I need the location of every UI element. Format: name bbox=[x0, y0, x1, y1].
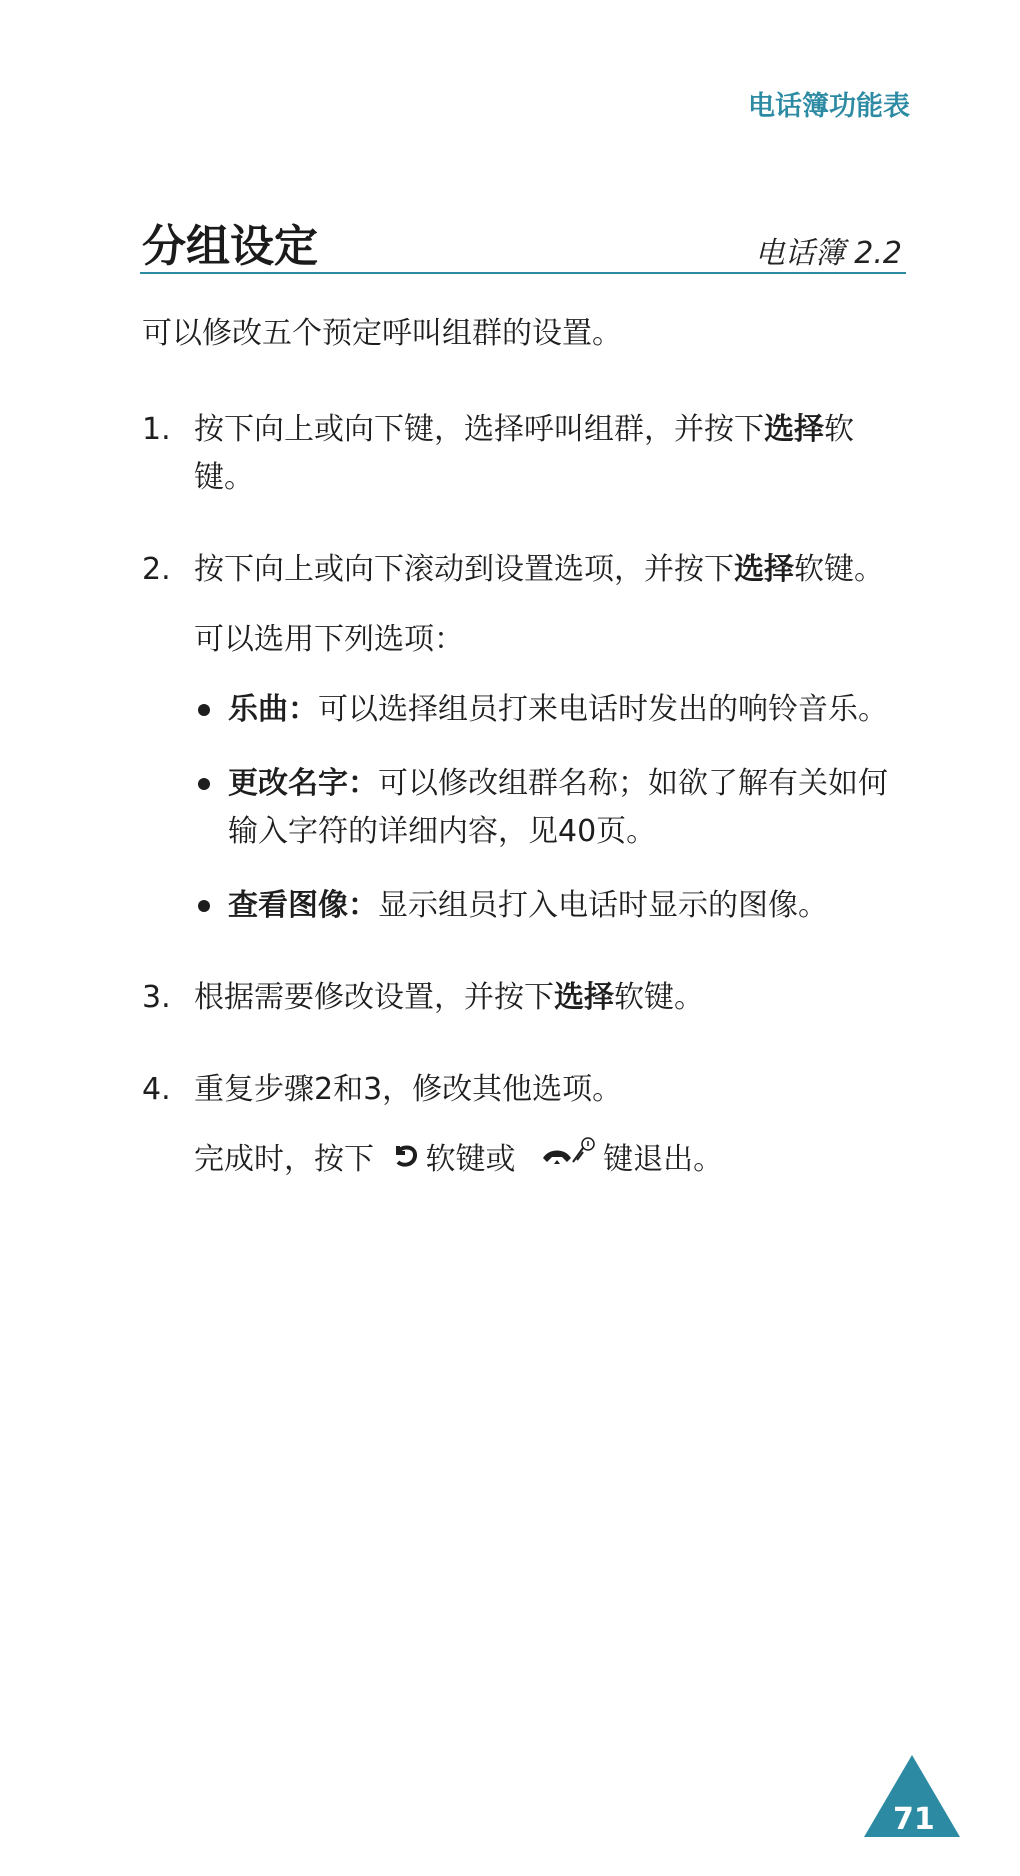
step-text-end: 软键。 bbox=[194, 412, 854, 495]
step-1 bbox=[142, 406, 912, 502]
option-separator: ： bbox=[348, 766, 378, 801]
main-content bbox=[142, 310, 912, 1229]
step-text-end: 软键。 bbox=[794, 552, 884, 587]
option-separator: ： bbox=[348, 888, 378, 923]
finish-text: 完成时，按下 bbox=[194, 1142, 374, 1177]
option-description: 可以选择组员打来电话时发出的响铃音乐。 bbox=[318, 692, 888, 727]
option-label: 查看图像 bbox=[228, 888, 348, 923]
step-text: 按下向上或向下键，选择呼叫组群，并按下 bbox=[194, 412, 764, 447]
finish-text-middle: 软键或 bbox=[425, 1142, 516, 1177]
options-intro: 可以选用下列选项： bbox=[194, 622, 464, 657]
option-item bbox=[194, 686, 912, 734]
step-4 bbox=[142, 1066, 912, 1185]
step-number: 2. bbox=[142, 552, 171, 587]
menu-reference: 电话簿 2.2 bbox=[754, 236, 902, 271]
step-number: 1. bbox=[142, 412, 171, 447]
option-description: 显示组员打入电话时显示的图像。 bbox=[378, 888, 828, 923]
step-number: 3. bbox=[142, 980, 171, 1015]
step-text-end: 软键。 bbox=[614, 980, 704, 1015]
step-text: 重复步骤2和3，修改其他选项。 bbox=[194, 1072, 623, 1107]
step-bold-label: 选择 bbox=[554, 980, 614, 1015]
option-description: 可以修改组群名称；如欲了解有关如何输入字符的详细内容，见40页。 bbox=[228, 766, 888, 849]
page-title: 分组设定 bbox=[142, 221, 318, 272]
option-separator: ： bbox=[288, 692, 318, 727]
step-text: 根据需要修改设置，并按下 bbox=[194, 980, 554, 1015]
page-number: 71 bbox=[893, 1802, 935, 1837]
option-label: 更改名字 bbox=[228, 766, 348, 801]
option-label: 乐曲 bbox=[228, 692, 288, 727]
back-arrow-icon bbox=[390, 1137, 420, 1185]
intro-text: 可以修改五个预定呼叫组群的设置。 bbox=[142, 316, 622, 351]
step-number: 4. bbox=[142, 1072, 171, 1107]
option-item bbox=[194, 882, 912, 930]
end-call-icon bbox=[539, 1136, 595, 1185]
step-2 bbox=[142, 546, 912, 930]
section-header: 电话簿功能表 bbox=[748, 91, 910, 122]
step-bold-label: 选择 bbox=[764, 412, 824, 447]
title-divider bbox=[140, 272, 906, 274]
step-bold-label: 选择 bbox=[734, 552, 794, 587]
step-3 bbox=[142, 974, 912, 1022]
option-item bbox=[194, 760, 912, 856]
bullet-icon bbox=[198, 704, 210, 716]
finish-text-end: 键退出。 bbox=[603, 1142, 724, 1177]
finish-instruction bbox=[194, 1136, 912, 1185]
step-text: 按下向上或向下滚动到设置选项，并按下 bbox=[194, 552, 734, 587]
bullet-icon bbox=[198, 778, 210, 790]
bullet-icon bbox=[198, 900, 210, 912]
